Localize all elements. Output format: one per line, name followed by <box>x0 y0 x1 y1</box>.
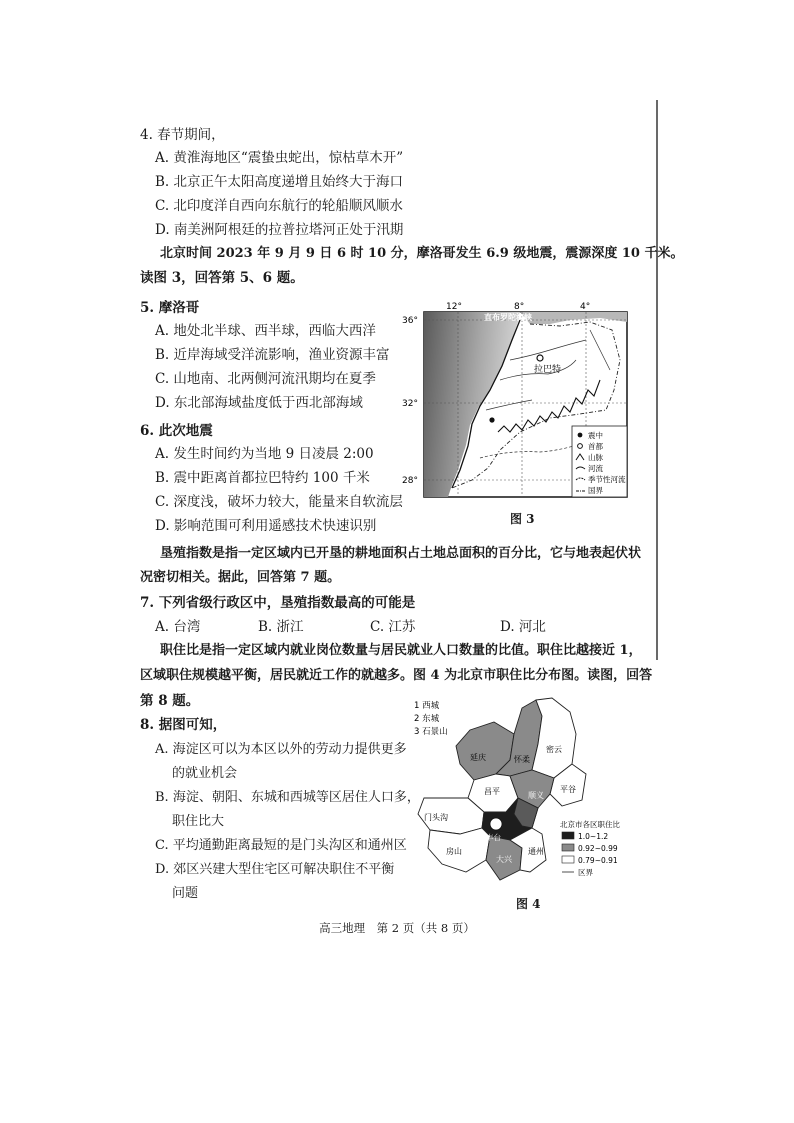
q7-option-d: D. 河北 <box>500 619 546 635</box>
figure-3-caption: 图 3 <box>510 512 535 526</box>
figure-4-beijing-map <box>410 694 642 892</box>
q8-option-a-line2: 的就业机会 <box>172 766 238 781</box>
fig3-legend-seasonal-river: 季节性河流 <box>588 475 626 484</box>
q4-option-b: B. 北京正午太阳高度递增且始终大于海口 <box>155 174 404 190</box>
fig3-lat-36: 36° <box>402 316 418 326</box>
fig4-label-fengtai: 丰台 <box>486 833 501 842</box>
fig4-key-3: 3 石景山 <box>414 727 448 737</box>
q7-option-c: C. 江苏 <box>370 619 416 635</box>
fig4-legend-mid: 0.92~0.99 <box>578 844 618 853</box>
q6-option-a: A. 发生时间约为当地 9 日凌晨 2:00 <box>155 446 374 462</box>
intro-7-line1: 垦殖指数是指一定区域内已开垦的耕地面积占土地总面积的百分比，它与地表起伏状 <box>160 546 642 561</box>
intro-8-line2: 区域职住规模越平衡，居民就近工作的就越多。图 4 为北京市职住比分布图。读图，回答 <box>140 668 653 683</box>
q8-option-d-line1: D. 郊区兴建大型住宅区可解决职住不平衡 <box>155 862 395 877</box>
q7-stem: 7. 下列省级行政区中，垦殖指数最高的可能是 <box>140 595 416 611</box>
q8-option-c: C. 平均通勤距离最短的是门头沟区和通州区 <box>155 838 407 853</box>
fig4-label-changping: 昌平 <box>484 787 500 796</box>
q8-option-b-line1: B. 海淀、朝阳、东城和西城等区居住人口多， <box>155 790 420 805</box>
fig4-legend-low: 0.79~0.91 <box>578 856 618 865</box>
fig4-label-miyun: 密云 <box>546 745 562 754</box>
fig3-lat-32: 32° <box>402 399 418 409</box>
q4-stem: 4. 春节期间， <box>140 127 225 143</box>
fig3-lat-28: 28° <box>402 476 418 486</box>
intro-8-line1: 职住比是指一定区域内就业岗位数量与居民就业人口数量的比值。职住比越接近 1， <box>160 643 642 658</box>
fig3-strait-label: 直布罗陀海峡 <box>484 313 532 322</box>
fig4-label-huairou: 怀柔 <box>514 755 530 764</box>
fig4-label-shunyi: 顺义 <box>528 791 544 800</box>
fig3-legend-epicenter: 震中 <box>588 431 603 440</box>
intro-5-6-line2: 读图 3，回答第 5、6 题。 <box>140 270 304 286</box>
fig4-key-2: 2 东城 <box>414 714 440 724</box>
fig4-label-daxing: 大兴 <box>496 855 512 864</box>
fig4-legend-high: 1.0~1.2 <box>578 832 609 841</box>
q5-option-c: C. 山地南、北两侧河流汛期均在夏季 <box>155 371 376 387</box>
page-footer: 高三地理 第 2 页（共 8 页） <box>319 921 475 935</box>
fig4-label-yanqing: 延庆 <box>470 753 486 762</box>
fig3-legend-mountain: 山脉 <box>588 453 603 462</box>
q8-option-d-line2: 问题 <box>172 886 199 901</box>
q5-option-a: A. 地处北半球、西半球，西临大西洋 <box>155 323 376 339</box>
q5-option-d: D. 东北部海域盐度低于西北部海域 <box>155 395 363 411</box>
q6-option-d: D. 影响范围可利用遥感技术快速识别 <box>155 518 377 534</box>
q8-option-a-line1: A. 海淀区可以为本区以外的劳动力提供更多 <box>155 742 407 757</box>
q8-option-b-line2: 职住比大 <box>172 814 225 829</box>
q6-option-b: B. 震中距离首都拉巴特约 100 千米 <box>155 470 370 486</box>
fig4-legend-title: 北京市各区职住比 <box>560 820 620 829</box>
q7-option-a: A. 台湾 <box>155 619 201 635</box>
fig3-legend-river: 河流 <box>588 464 603 473</box>
fig3-lon-8: 8° <box>514 302 525 312</box>
fig4-label-tongzhou: 通州 <box>528 847 544 856</box>
fig4-label-fangshan: 房山 <box>446 847 462 856</box>
fig3-capital-label: 拉巴特 <box>534 365 562 375</box>
scan-edge-line <box>656 100 658 660</box>
q6-stem: 6. 此次地震 <box>140 423 213 439</box>
q4-option-a: A. 黄淮海地区“震蛰虫蛇出，惊枯草木开” <box>155 150 404 166</box>
intro-8-line3: 第 8 题。 <box>140 693 200 709</box>
figure-4-caption: 图 4 <box>516 897 541 911</box>
fig3-lon-12: 12° <box>446 302 462 312</box>
fig3-legend-capital: 首都 <box>588 442 603 451</box>
intro-7-line2: 况密切相关。据此，回答第 7 题。 <box>140 570 341 585</box>
figure-3-morocco-map <box>400 300 632 510</box>
q5-option-b: B. 近岸海域受洋流影响，渔业资源丰富 <box>155 347 390 363</box>
q4-option-c: C. 北印度洋自西向东航行的轮船顺风顺水 <box>155 198 403 214</box>
fig3-lon-4: 4° <box>580 302 591 312</box>
fig4-legend-boundary: 区界 <box>578 868 593 877</box>
fig4-key-1: 1 西城 <box>414 701 440 711</box>
intro-5-6-line1: 北京时间 2023 年 9 月 9 日 6 时 10 分，摩洛哥发生 6.9 级地震，震源深度 10 千米。 <box>160 246 684 261</box>
fig3-legend-border: 国界 <box>588 486 603 495</box>
q8-stem: 8. 据图可知， <box>140 717 227 733</box>
q7-option-b: B. 浙江 <box>258 619 304 635</box>
fig4-label-pinggu: 平谷 <box>560 785 576 794</box>
q6-option-c: C. 深度浅，破坏力较大，能量来自软流层 <box>155 494 403 510</box>
fig4-label-mentougou: 门头沟 <box>424 813 448 822</box>
q5-stem: 5. 摩洛哥 <box>140 300 200 316</box>
q4-option-d: D. 南美洲阿根廷的拉普拉塔河正处于汛期 <box>155 222 404 238</box>
